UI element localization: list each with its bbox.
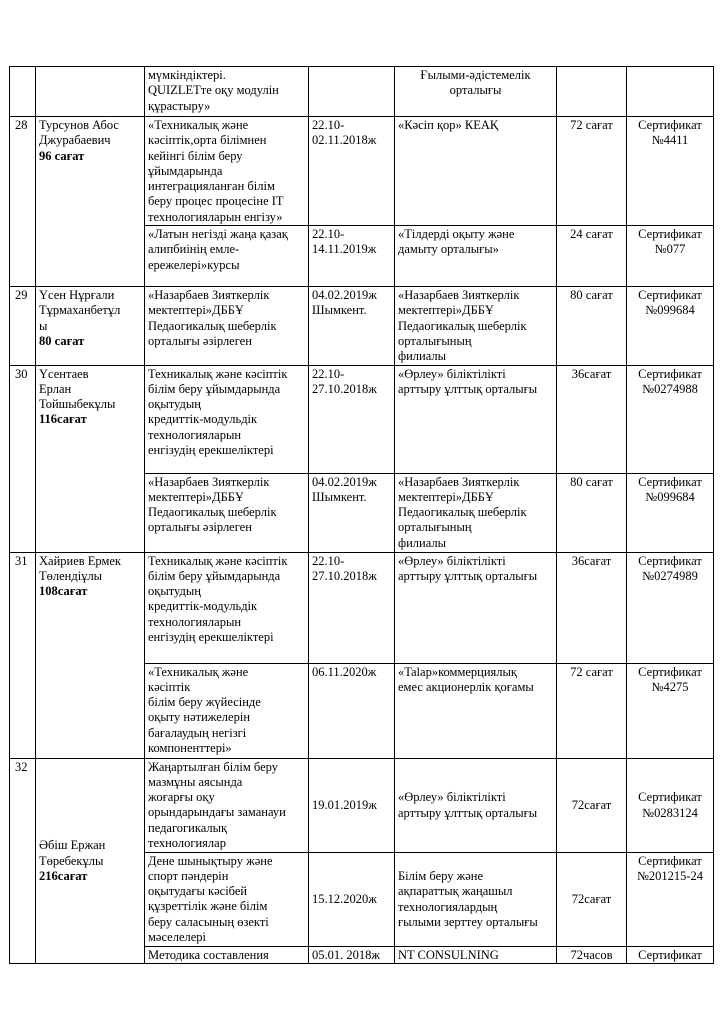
table-row <box>10 287 714 365</box>
number-cell: 30 <box>10 365 36 552</box>
certificate-cell: Сертификат №099684 <box>627 473 714 552</box>
course-cell: Дене шынықтыру және спорт пәндерін оқытудағы кәсібей құзреттілік және білім беру саласының өзекті мәселелері <box>145 852 309 946</box>
table-row <box>10 758 714 852</box>
dates-cell: 22.10- 27.10.2018ж <box>309 552 395 663</box>
duration-cell: 72часов <box>557 946 627 963</box>
total-hours: 80 сағат <box>39 333 85 348</box>
name-cell <box>36 117 145 287</box>
name-cell <box>36 552 145 758</box>
organization-cell: NT CONSULNING <box>395 946 557 963</box>
duration-cell: 72 сағат <box>557 663 627 758</box>
name-cell <box>36 67 145 117</box>
certificate-cell: Сертификат №0274989 <box>627 552 714 663</box>
document-page <box>9 66 713 964</box>
dates-cell: 22.10- 14.11.2019ж <box>309 226 395 287</box>
number-cell: 32 <box>10 758 36 963</box>
course-cell: мүмкіндіктері. QUIZLETте оқу модулін құрастыру» <box>145 67 309 117</box>
organization-cell: Ғылыми-әдістемелік орталығы <box>395 67 557 117</box>
certificate-cell: Сертификат <box>627 946 714 963</box>
dates-cell: 22.10- 02.11.2018ж <box>309 117 395 226</box>
organization-cell: «Өрлеу» біліктілікті арттыру ұлттық орталығы <box>395 552 557 663</box>
course-cell: Техникалық және кәсіптік білім беру ұйымдарында оқытудың кредиттік-модульдік технологияларын енгізудің ерекшеліктері <box>145 552 309 663</box>
dates-cell: 22.10- 27.10.2018ж <box>309 365 395 473</box>
organization-cell: «Өрлеу» біліктілікті арттыру ұлттық орталығы <box>395 758 557 852</box>
duration-cell: 72 сағат <box>557 117 627 226</box>
course-cell: Техникалық және кәсіптік білім беру ұйымдарында оқытудың кредиттік-модульдік технологияларын енгізудің ерекшеліктері <box>145 365 309 473</box>
certificate-cell: Сертификат №4411 <box>627 117 714 226</box>
person-name: Хайриев Ермек Төлендіұлы <box>39 553 122 583</box>
person-name: Әбіш Ержан Төребекұлы <box>39 838 106 868</box>
course-cell: «Назарбаев Зияткерлік мектептері»ДББҰ Педаогикалық шеберлік орталығы әзірлеген <box>145 287 309 365</box>
certificate-cell: Сертификат №4275 <box>627 663 714 758</box>
name-cell <box>36 365 145 552</box>
dates-cell: 19.01.2019ж <box>309 758 395 852</box>
certificate-cell: Сертификат №201215-24 <box>627 852 714 946</box>
number-cell: 29 <box>10 287 36 365</box>
duration-cell: 72сағат <box>557 852 627 946</box>
total-hours: 116сағат <box>39 412 87 427</box>
dates-cell: 04.02.2019ж Шымкент. <box>309 287 395 365</box>
course-cell: «Техникалық және кәсіптік білім беру жүйесінде оқыту нәтижелерін бағалаудың негізгі компоненттері» <box>145 663 309 758</box>
duration-cell: 80 сағат <box>557 287 627 365</box>
training-table <box>9 66 714 964</box>
duration-cell: 36сағат <box>557 365 627 473</box>
organization-cell: «Talap»коммерциялық емес акционерлік қоғамы <box>395 663 557 758</box>
dates-cell: 06.11.2020ж <box>309 663 395 758</box>
organization-cell: «Өрлеу» біліктілікті арттыру ұлттық орталығы <box>395 365 557 473</box>
duration-cell: 72сағат <box>557 758 627 852</box>
duration-cell: 36сағат <box>557 552 627 663</box>
organization-cell: «Назарбаев Зияткерлік мектептері»ДББҰ Педаогикалық шеберлік орталығының филиалы <box>395 287 557 365</box>
dates-cell: 15.12.2020ж <box>309 852 395 946</box>
dates-cell <box>309 67 395 117</box>
person-name: Үсен Нұрғали Тұрмаханбетұл ы <box>39 288 121 333</box>
duration-cell: 24 сағат <box>557 226 627 287</box>
organization-cell: «Кәсіп қор» КЕАҚ <box>395 117 557 226</box>
table-row <box>10 552 714 663</box>
organization-cell: «Назарбаев Зияткерлік мектептері»ДББҰ Педаогикалық шеберлік орталығының филиалы <box>395 473 557 552</box>
course-cell: Методика составления <box>145 946 309 963</box>
dates-cell: 04.02.2019ж Шымкент. <box>309 473 395 552</box>
certificate-cell: Сертификат №077 <box>627 226 714 287</box>
number-cell: 28 <box>10 117 36 287</box>
name-cell <box>36 287 145 365</box>
duration-cell <box>557 67 627 117</box>
certificate-cell: Сертификат №099684 <box>627 287 714 365</box>
number-cell <box>10 67 36 117</box>
organization-cell: Білім беру және ақпараттық жаңашыл технологиялардың ғылыми зерттеу орталығы <box>395 852 557 946</box>
certificate-cell <box>627 67 714 117</box>
table-row <box>10 365 714 473</box>
number-cell: 31 <box>10 552 36 758</box>
table-row <box>10 67 714 117</box>
course-cell: «Назарбаев Зияткерлік мектептері»ДББҰ Педаогикалық шеберлік орталығы әзірлеген <box>145 473 309 552</box>
course-cell: «Латын негізді жаңа қазақ алипбиінің емле- ережелері»курсы <box>145 226 309 287</box>
organization-cell: «Тілдерді оқыту және дамыту орталығы» <box>395 226 557 287</box>
total-hours: 96 сағат <box>39 148 85 163</box>
certificate-cell: Сертификат №0283124 <box>627 758 714 852</box>
total-hours: 108сағат <box>39 584 88 599</box>
person-name: Турсунов Абос Джурабаевич <box>39 118 119 148</box>
course-cell: Жаңартылған білім беру мазмұны аясында жоғарғы оқу орындарындағы заманауи педагогикалық технологиялар <box>145 758 309 852</box>
person-name: Үсентаев Ерлан Тойшыбекұлы <box>39 366 116 412</box>
total-hours: 216сағат <box>39 868 88 883</box>
dates-cell: 05.01. 2018ж <box>309 946 395 963</box>
duration-cell: 80 сағат <box>557 473 627 552</box>
name-cell <box>36 758 145 963</box>
table-row <box>10 117 714 226</box>
certificate-cell: Сертификат №0274988 <box>627 365 714 473</box>
course-cell: «Техникалық және кәсіптік,орта білімнен кейінгі білім беру ұйымдарында интеграцияланған білім беру процес процесіне IT технологияларын енгізу» <box>145 117 309 226</box>
